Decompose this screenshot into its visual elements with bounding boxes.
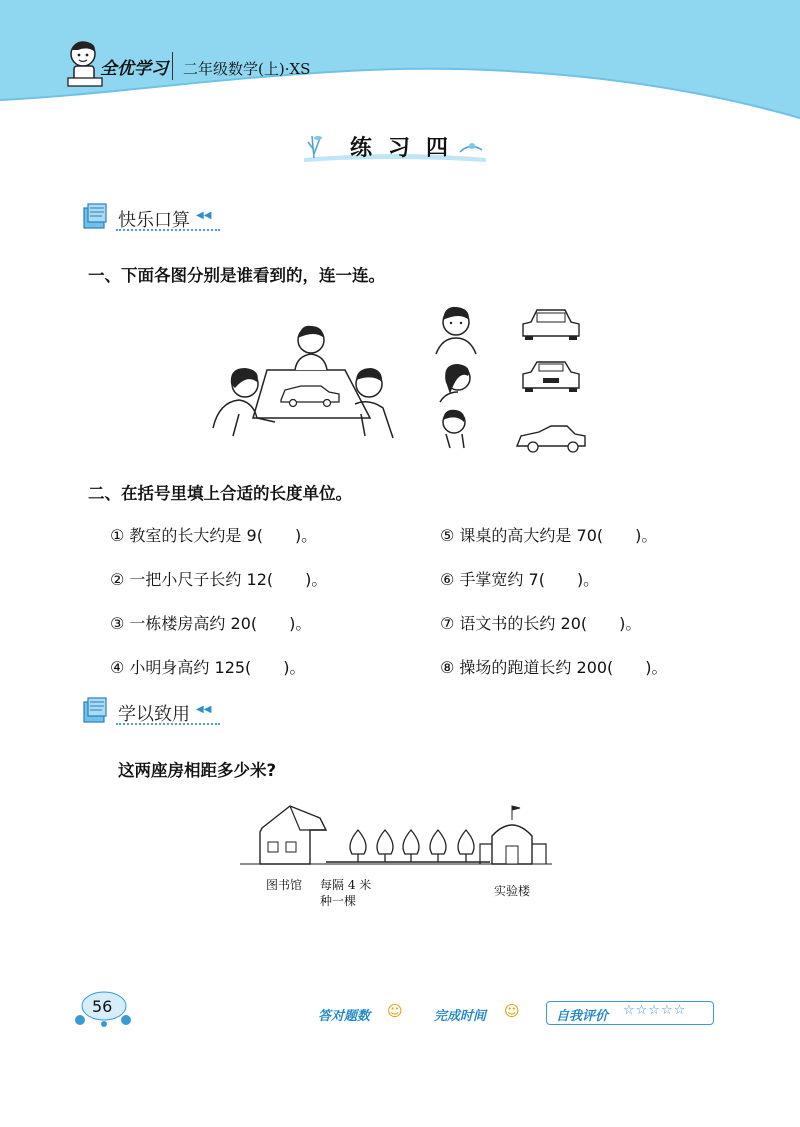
three-views-of-car bbox=[515, 302, 587, 457]
books-icon bbox=[80, 694, 110, 726]
question-1-title: 一、下面各图分别是谁看到的，连一连。 bbox=[88, 266, 385, 285]
books-icon bbox=[80, 200, 110, 232]
fill-item-1: ① 教室的长大约是 9( )。 bbox=[110, 526, 318, 545]
brand-logo-text: 全优学习 bbox=[100, 59, 168, 79]
fill-item-8: ⑧ 操场的跑道长约 200( )。 bbox=[440, 658, 668, 677]
table-scene-illustration bbox=[205, 318, 405, 453]
section-heading-xueyi: 学以致用 bbox=[118, 704, 190, 725]
arrow-left-icon: ◀◀ bbox=[196, 704, 212, 715]
student-mascot-icon bbox=[66, 38, 104, 90]
time-used-label: 完成时间 bbox=[434, 1009, 487, 1024]
fill-item-4: ④ 小明身高约 125( )。 bbox=[110, 658, 306, 677]
section-heading-kuaile: 快乐口算 bbox=[118, 210, 190, 231]
section-underline bbox=[116, 229, 220, 231]
header-separator bbox=[172, 52, 173, 80]
label-library: 图书馆 bbox=[266, 878, 303, 892]
smiley-icon: ☺ bbox=[504, 1002, 520, 1020]
label-lab: 实验楼 bbox=[494, 884, 531, 898]
self-eval-label: 自我评价 bbox=[556, 1009, 609, 1024]
correct-count-label: 答对题数 bbox=[318, 1009, 371, 1024]
label-interval-2: 种一棵 bbox=[320, 894, 357, 908]
label-interval-1: 每隔 4 米 bbox=[320, 878, 372, 892]
page-title: 练习四 bbox=[350, 136, 465, 161]
library-lab-trees-illustration bbox=[240, 800, 552, 872]
book-title: 二年级数学(上)·XS bbox=[183, 60, 311, 78]
rating-stars: ☆☆☆☆☆ bbox=[623, 1003, 687, 1018]
fill-item-7: ⑦ 语文书的长约 20( )。 bbox=[440, 614, 642, 633]
question-3-text: 这两座房相距多少米? bbox=[118, 761, 277, 780]
arrow-left-icon: ◀◀ bbox=[196, 210, 212, 221]
page-number: 56 bbox=[92, 997, 113, 1016]
fill-item-3: ③ 一栋楼房高约 20( )。 bbox=[110, 614, 312, 633]
three-views-of-faces bbox=[432, 302, 480, 452]
fill-item-2: ② 一把小尺子长约 12( )。 bbox=[110, 570, 328, 589]
section-underline bbox=[116, 723, 220, 725]
question-2-title: 二、在括号里填上合适的长度单位。 bbox=[88, 484, 352, 503]
fill-item-5: ⑤ 课桌的高大约是 70( )。 bbox=[440, 526, 658, 545]
fill-item-6: ⑥ 手掌宽约 7( )。 bbox=[440, 570, 600, 589]
smiley-icon: ☺ bbox=[387, 1002, 403, 1020]
